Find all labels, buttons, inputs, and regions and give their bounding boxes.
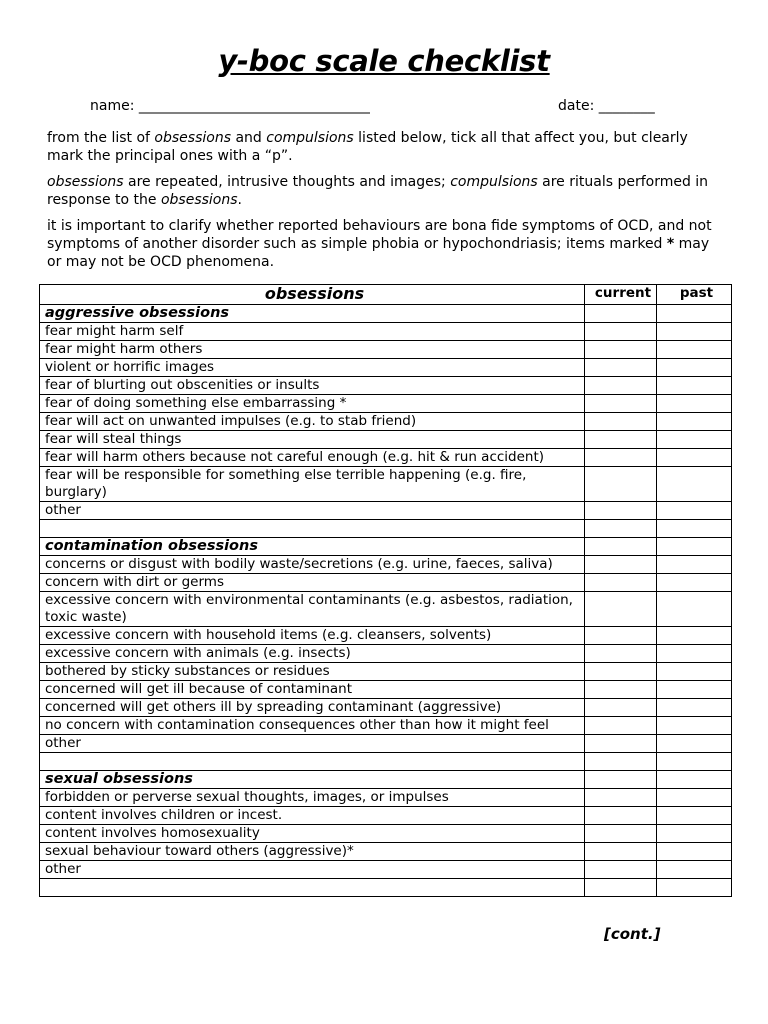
table-row (40, 735, 732, 753)
past-checkbox-cell[interactable] (657, 359, 732, 377)
symptom-label: forbidden or perverse sexual thoughts, images, or impulses (40, 789, 585, 807)
table-row (40, 413, 732, 431)
current-checkbox-cell (585, 305, 657, 323)
symptom-label: fear might harm others (40, 341, 585, 359)
blank-cell[interactable] (585, 753, 657, 771)
past-checkbox-cell[interactable] (657, 413, 732, 431)
current-checkbox-cell[interactable] (585, 825, 657, 843)
past-checkbox-cell[interactable] (657, 449, 732, 467)
section-title: contamination obsessions (40, 538, 585, 556)
past-checkbox-cell[interactable] (657, 592, 732, 627)
current-checkbox-cell[interactable] (585, 413, 657, 431)
past-checkbox-cell[interactable] (657, 699, 732, 717)
symptom-label: other (40, 735, 585, 753)
symptom-label: fear of blurting out obscenities or insults (40, 377, 585, 395)
past-checkbox-cell (657, 538, 732, 556)
table-row (40, 681, 732, 699)
symptom-label: sexual behaviour toward others (aggressive)* (40, 843, 585, 861)
page-title: y-boc scale checklist (218, 44, 550, 78)
current-checkbox-cell[interactable] (585, 467, 657, 502)
blank-cell[interactable] (657, 753, 732, 771)
past-checkbox-cell[interactable] (657, 663, 732, 681)
section-header-row (40, 771, 732, 789)
symptom-label: bothered by sticky substances or residues (40, 663, 585, 681)
current-checkbox-cell[interactable] (585, 449, 657, 467)
date-label: date: (558, 98, 595, 114)
current-checkbox-cell[interactable] (585, 341, 657, 359)
current-checkbox-cell[interactable] (585, 359, 657, 377)
current-checkbox-cell[interactable] (585, 592, 657, 627)
current-checkbox-cell[interactable] (585, 323, 657, 341)
blank-cell (40, 520, 585, 538)
table-header-row (40, 285, 732, 305)
past-checkbox-cell[interactable] (657, 574, 732, 592)
intro-paragraph-3: it is important to clarify whether reported behaviours are bona fide symptoms of OCD, and not symptoms of another disorder such as simple phobia or hypochondriasis; items marked * may or may not be OCD phenomena. (47, 218, 712, 270)
symptom-label: concern with dirt or germs (40, 574, 585, 592)
table-row (40, 502, 732, 520)
table-row (40, 467, 732, 502)
table-row (40, 574, 732, 592)
past-checkbox-cell[interactable] (657, 717, 732, 735)
date-blank[interactable]: ________ (598, 98, 655, 114)
past-checkbox-cell[interactable] (657, 431, 732, 449)
current-checkbox-cell (585, 771, 657, 789)
current-checkbox-cell[interactable] (585, 789, 657, 807)
table-row (40, 843, 732, 861)
name-blank[interactable]: _________________________________ (138, 98, 370, 114)
symptom-label: no concern with contamination consequences other than how it might feel (40, 717, 585, 735)
name-label: name: (90, 98, 135, 114)
symptom-label: concerned will get ill because of contaminant (40, 681, 585, 699)
intro-paragraph-1: from the list of obsessions and compulsions listed below, tick all that affect you, but clearly mark the principal ones with a “p”. (47, 130, 688, 164)
current-checkbox-cell[interactable] (585, 717, 657, 735)
table-row (40, 341, 732, 359)
header-past: past (657, 285, 732, 305)
section-header-row (40, 305, 732, 323)
symptom-label: fear will act on unwanted impulses (e.g. to stab friend) (40, 413, 585, 431)
past-checkbox-cell[interactable] (657, 467, 732, 502)
table-row (40, 699, 732, 717)
symptom-label: fear will be responsible for something else terrible happening (e.g. fire, burglary) (40, 467, 585, 502)
symptom-label: fear will steal things (40, 431, 585, 449)
current-checkbox-cell[interactable] (585, 377, 657, 395)
table-row (40, 645, 732, 663)
intro-paragraph-2: obsessions are repeated, intrusive thoughts and images; compulsions are rituals performed in response to the obsessions. (47, 174, 709, 208)
symptom-label: excessive concern with animals (e.g. insects) (40, 645, 585, 663)
symptom-label: concerned will get others ill by spreading contaminant (aggressive) (40, 699, 585, 717)
header-current: current (585, 285, 657, 305)
blank-cell (40, 753, 585, 771)
blank-row (40, 879, 732, 897)
current-checkbox-cell[interactable] (585, 663, 657, 681)
blank-row (40, 520, 732, 538)
symptom-label: other (40, 861, 585, 879)
table-row (40, 789, 732, 807)
symptom-label: content involves children or incest. (40, 807, 585, 825)
current-checkbox-cell[interactable] (585, 574, 657, 592)
past-checkbox-cell[interactable] (657, 825, 732, 843)
table-row (40, 592, 732, 627)
current-checkbox-cell[interactable] (585, 627, 657, 645)
table-row (40, 323, 732, 341)
past-checkbox-cell[interactable] (657, 341, 732, 359)
symptom-label: other (40, 502, 585, 520)
past-checkbox-cell (657, 305, 732, 323)
continued-marker: [cont.] (604, 925, 661, 943)
table-row (40, 663, 732, 681)
past-checkbox-cell[interactable] (657, 735, 732, 753)
symptom-label: excessive concern with household items (e.g. cleansers, solvents) (40, 627, 585, 645)
table-row (40, 717, 732, 735)
symptom-label: violent or horrific images (40, 359, 585, 377)
table-row (40, 807, 732, 825)
symptom-label: fear of doing something else embarrassing * (40, 395, 585, 413)
header-obsessions: obsessions (40, 285, 585, 305)
table-row (40, 449, 732, 467)
table-row (40, 431, 732, 449)
table-row (40, 359, 732, 377)
current-checkbox-cell[interactable] (585, 699, 657, 717)
current-checkbox-cell[interactable] (585, 735, 657, 753)
name-field[interactable] (90, 98, 370, 114)
section-header-row (40, 538, 732, 556)
section-title: aggressive obsessions (40, 305, 585, 323)
past-checkbox-cell[interactable] (657, 377, 732, 395)
current-checkbox-cell[interactable] (585, 395, 657, 413)
past-checkbox-cell[interactable] (657, 323, 732, 341)
current-checkbox-cell[interactable] (585, 807, 657, 825)
past-checkbox-cell[interactable] (657, 502, 732, 520)
current-checkbox-cell[interactable] (585, 431, 657, 449)
table-row (40, 627, 732, 645)
date-field[interactable] (558, 98, 655, 114)
blank-cell[interactable] (585, 879, 657, 897)
symptom-label: fear will harm others because not careful enough (e.g. hit & run accident) (40, 449, 585, 467)
past-checkbox-cell[interactable] (657, 789, 732, 807)
table-row (40, 377, 732, 395)
current-checkbox-cell[interactable] (585, 502, 657, 520)
blank-cell[interactable] (585, 520, 657, 538)
past-checkbox-cell[interactable] (657, 556, 732, 574)
blank-cell (40, 879, 585, 897)
past-checkbox-cell[interactable] (657, 645, 732, 663)
current-checkbox-cell[interactable] (585, 861, 657, 879)
blank-cell[interactable] (657, 520, 732, 538)
past-checkbox-cell[interactable] (657, 395, 732, 413)
symptom-label: fear might harm self (40, 323, 585, 341)
blank-cell[interactable] (657, 879, 732, 897)
table-row (40, 556, 732, 574)
symptom-label: content involves homosexuality (40, 825, 585, 843)
symptom-label: concerns or disgust with bodily waste/secretions (e.g. urine, faeces, saliva) (40, 556, 585, 574)
past-checkbox-cell[interactable] (657, 627, 732, 645)
symptom-label: excessive concern with environmental contaminants (e.g. asbestos, radiation, toxic waste) (40, 592, 585, 627)
past-checkbox-cell[interactable] (657, 843, 732, 861)
current-checkbox-cell[interactable] (585, 681, 657, 699)
section-title: sexual obsessions (40, 771, 585, 789)
current-checkbox-cell (585, 538, 657, 556)
obsessions-checklist-table (39, 284, 732, 897)
blank-row (40, 753, 732, 771)
table-row (40, 395, 732, 413)
past-checkbox-cell[interactable] (657, 807, 732, 825)
table-row (40, 825, 732, 843)
past-checkbox-cell[interactable] (657, 681, 732, 699)
past-checkbox-cell (657, 771, 732, 789)
current-checkbox-cell[interactable] (585, 556, 657, 574)
current-checkbox-cell[interactable] (585, 843, 657, 861)
past-checkbox-cell[interactable] (657, 861, 732, 879)
table-row (40, 861, 732, 879)
current-checkbox-cell[interactable] (585, 645, 657, 663)
